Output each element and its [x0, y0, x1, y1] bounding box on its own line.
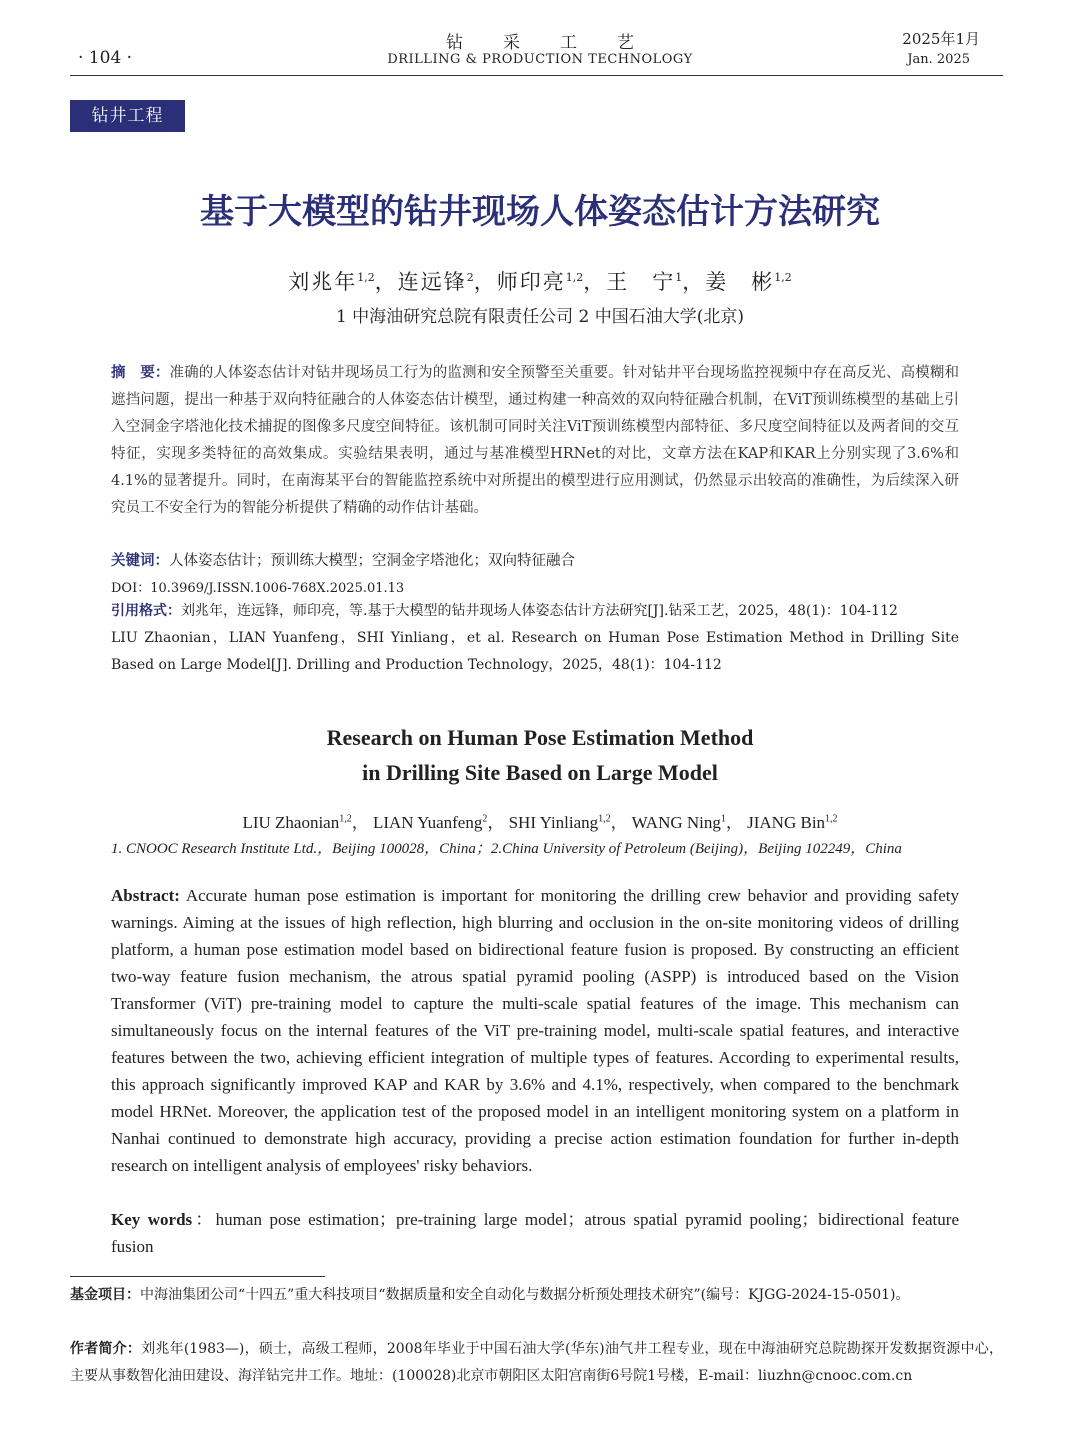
- author-cn: 连远锋: [397, 270, 467, 294]
- keywords-cn-label: 关键词：: [111, 553, 169, 569]
- fund-footnote: [70, 1282, 1003, 1309]
- authors-en: LIU Zhaonian$^{1,2}$， LIAN Yuanfeng$^2$， SHI Yinliang$^{1,2}$， WANG Ning$^1$， JIANG Bin$^{1,2}$: [242, 813, 838, 832]
- author-en: SHI Yinliang: [508, 813, 599, 832]
- doi: DOI：10.3969/J.ISSN.1006-768X.2025.01.13: [111, 581, 405, 596]
- author-affil-mark: 1,2: [598, 813, 611, 825]
- page-number: · 104 ·: [78, 48, 133, 68]
- abstract-cn: [111, 360, 959, 522]
- bio-text: 刘兆年(1983—)，硕士，高级工程师，2008年毕业于中国石油大学(华东)油气井工程专业，现在中海油研究总院勘探开发数据资源中心，主要从事数智化油田建设、海洋钻完井工作。地址：(100028)北京市朝阳区太阳宫南街6号院1号楼，E-mail：liuzhn@cnooc.com.cn: [70, 1341, 1003, 1384]
- journal-name-cn: 钻采工艺: [446, 33, 674, 53]
- article-title-en: [0, 720, 1080, 790]
- article-title-cn: 基于大模型的钻井现场人体姿态估计方法研究: [200, 192, 880, 232]
- author-affil-mark: 1: [675, 271, 683, 284]
- author-cn: 师印亮: [496, 270, 566, 294]
- abstract-en-text: Accurate human pose estimation is important for monitoring the drilling crew behavior and providing safety warnings. Aiming at the issues of high reflection, high blurring and occlusion in the on-site monitoring videos of drilling platform, a human pose estimation model based on bidirectional feature fusion is proposed. By constructing an efficient two-way feature fusion mechanism, the atrous spatial pyramid pooling (ASPP) is introduced based on the Vision Transformer (ViT) pre-training model to capture the multi-scale spatial features of the image. This mechanism can simultaneously focus on the internal features of the ViT pre-training model, multi-scale spatial features, and interactive features between the two, achieving efficient integration of multiple types of features. According to experimental results, this approach significantly improved KAP and KAR by 3.6% and 4.1%, respectively, when compared to the benchmark model HRNet. Moreover, the application test of the proposed model in an intelligent monitoring system on a platform in Nanhai continued to demonstrate high accuracy, providing a precise action estimation foundation for further in-depth research on intelligent analysis of employees' risky behaviors.: [111, 886, 960, 1175]
- journal-name-en: DRILLING & PRODUCTION TECHNOLOGY: [387, 52, 693, 67]
- author-en: LIAN Yuanfeng: [372, 813, 483, 832]
- author-en: LIU Zhaonian: [242, 813, 340, 832]
- keywords-cn-text: 人体姿态估计；预训练大模型；空洞金字塔池化；双向特征融合: [169, 553, 575, 569]
- authors-cn: 刘兆年$^{1,2}$，连远锋$^2$，师印亮$^{1,2}$，王 宁$^1$，姜 彬$^{1,2}$: [288, 270, 792, 294]
- keywords-en-text: ：human pose estimation；pre-training large model；atrous spatial pyramid pooling；bidirectional feature fusion: [111, 1210, 959, 1256]
- author-affil-mark: 1,2: [357, 271, 375, 284]
- affiliation-cn: 1 中海油研究总院有限责任公司 2 中国石油大学(北京): [335, 307, 745, 327]
- author-affil-mark: 2: [466, 271, 474, 284]
- author-cn: 姜 彬: [705, 270, 775, 294]
- author-affil-mark: 1,2: [565, 271, 584, 284]
- issue-date-en: Jan. 2025: [907, 52, 970, 67]
- fund-text: 中海油集团公司“十四五”重大科技项目“数据质量和安全自动化与数据分析预处理技术研究”(编号：KJGG-2024-15-0501)。: [140, 1287, 910, 1303]
- affiliation-en: 1. CNOOC Research Institute Ltd.，Beijing 100028，China；2.China University of Petroleum (Beijing)，Beijing 102249，China: [111, 841, 902, 857]
- footnote-divider: [70, 1276, 325, 1277]
- header-divider: [70, 75, 1003, 76]
- author-affil-mark: 2: [482, 813, 488, 825]
- column-tag: 钻井工程: [70, 100, 185, 132]
- citation-en: LIU Zhaonian，LIAN Yuanfeng，SHI Yinliang，et al. Research on Human Pose Estimation Method in Drilling Site Based on Large Model[J]. Drilling and Production Technology，2025，48(1)：104-112: [111, 630, 959, 673]
- citation: [111, 598, 959, 679]
- author-en: WANG Ning: [631, 813, 721, 832]
- keywords-en-label: Key words: [111, 1210, 193, 1229]
- keywords-cn: [111, 548, 959, 575]
- author-affil-mark: 1,2: [774, 271, 792, 284]
- abstract-en: [111, 882, 959, 1179]
- author-affil-mark: 1,2: [339, 813, 352, 825]
- author-affil-mark: 1,2: [825, 813, 838, 825]
- bio-label: 作者简介：: [70, 1341, 142, 1357]
- citation-cn: 刘兆年，连远锋，师印亮，等.基于大模型的钻井现场人体姿态估计方法研究[J].钻采工艺，2025，48(1)：104-112: [181, 603, 898, 619]
- citation-label: 引用格式：: [111, 603, 181, 619]
- abstract-cn-text: 准确的人体姿态估计对钻井现场员工行为的监测和安全预警至关重要。针对钻井平台现场监控视频中存在高反光、高模糊和遮挡问题，提出一种基于双向特征融合的人体姿态估计模型，通过构建一种高效的双向特征融合机制，在ViT预训练模型的基础上引入空洞金字塔池化技术捕捉的图像多尺度空间特征。该机制可同时关注ViT预训练模型内部特征、多尺度空间特征以及两者间的交互特征，实现多类特征的高效集成。实验结果表明，通过与基准模型HRNet的对比，文章方法在KAP和KAR上分别实现了3.6%和4.1%的显著提升。同时，在南海某平台的智能监控系统中对所提出的模型进行应用测试，仍然显示出较高的准确性，为后续深入研究员工不安全行为的智能分析提供了精确的动作估计基础。: [111, 365, 960, 516]
- author-bio-footnote: [70, 1336, 1003, 1390]
- title-en-line2: in Drilling Site Based on Large Model: [362, 760, 718, 785]
- author-affil-mark: 1: [720, 813, 726, 825]
- fund-label: 基金项目：: [70, 1287, 140, 1303]
- abstract-cn-label: 摘 要：: [111, 365, 170, 381]
- author-en: JIANG Bin: [747, 813, 826, 832]
- author-cn: 王 宁: [606, 270, 676, 294]
- title-en-line1: Research on Human Pose Estimation Method: [326, 725, 754, 750]
- issue-date-cn: 2025年1月: [902, 30, 980, 48]
- abstract-en-label: Abstract:: [111, 886, 180, 905]
- author-cn: 刘兆年: [288, 270, 358, 294]
- keywords-en: [111, 1206, 959, 1260]
